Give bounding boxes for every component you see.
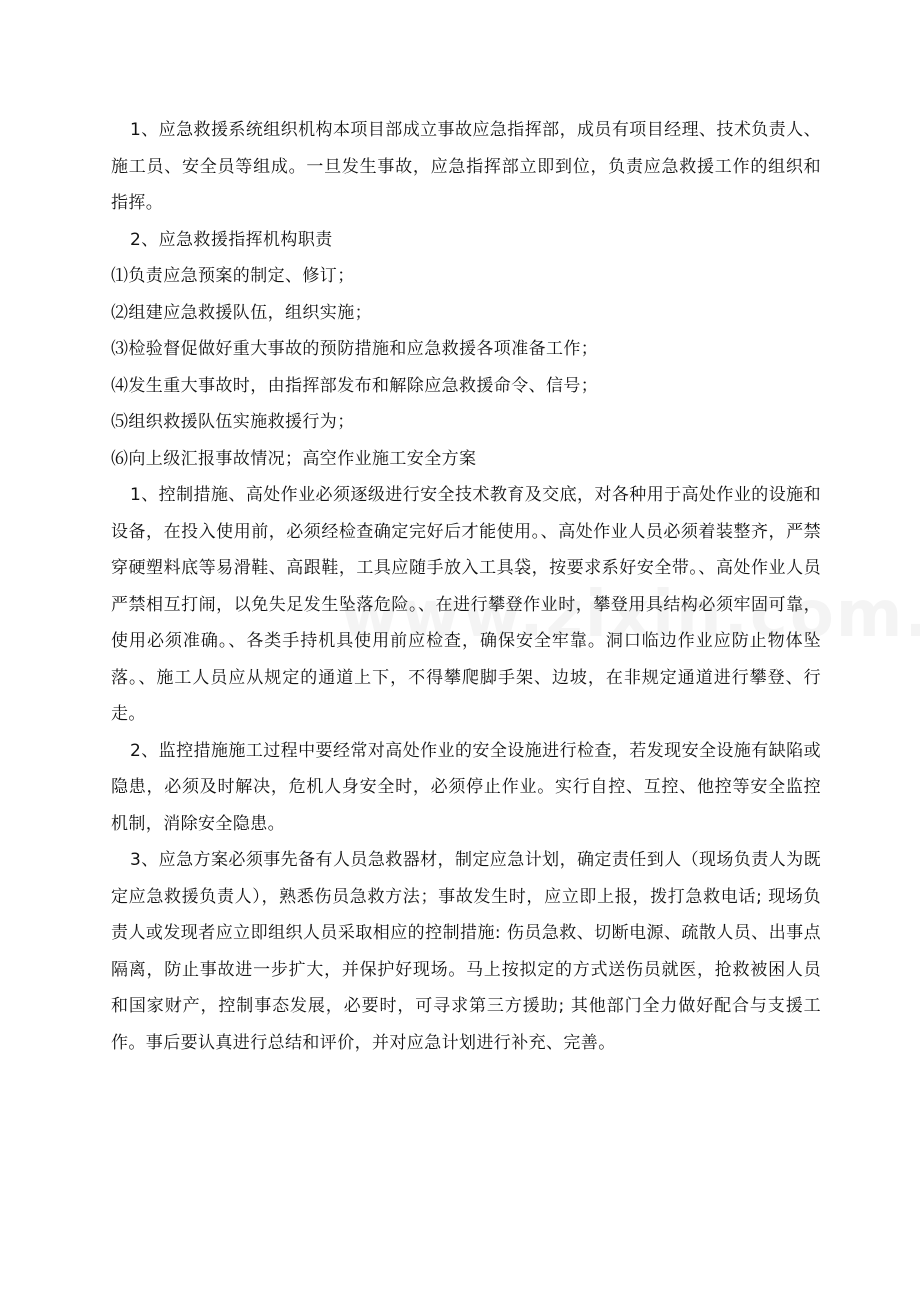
paragraph-emergency-plan: 3、应急方案必须事先备有人员急救器材，制定应急计划，确定责任到人（现场负责人为既定应急救援负责人），熟悉伤员急救方法；事故发生时，应立即上报，拨打急救电话; 现场负责人或发现者应立即组织人员采取相应的控制措施: 伤员急救、切断电源、疏散人员、出事点隔离，防止事故进一步扩大，并保护好现场。马上按拟定的方式送伤员就医，抢救被困人员和国家财产，控制事态发展，必要时，可寻求第三方援助; 其他部门全力做好配合与支援工作。事后要认真进行总结和评价，并对应急计划进行补充、完善。	[111, 850, 821, 1053]
duty-item-4: ⑷发生重大事故时，由指挥部发布和解除应急救援命令、信号；	[111, 375, 599, 396]
paragraph-emergency-organization: 1、应急救援系统组织机构本项目部成立事故应急指挥部，成员有项目经理、技术负责人、施工员、安全员等组成。一旦发生事故，应急指挥部立即到位，负责应急救援工作的组织和指挥。	[111, 120, 821, 213]
paragraph-monitoring-measures: 2、监控措施施工过程中要经常对高处作业的安全设施进行检查，若发现安全设施有缺陷或隐患，必须及时解决，危机人身安全时，必须停止作业。实行自控、互控、他控等安全监控机制，消除安全隐患。	[111, 740, 821, 834]
duty-item-5: ⑸组织救援队伍实施救援行为；	[111, 412, 355, 432]
duty-item-1: ⑴负责应急预案的制定、修订；	[111, 266, 355, 286]
paragraph-control-measures: 1、控制措施、高处作业必须逐级进行安全技术教育及交底，对各种用于高处作业的设施和设备，在投入使用前，必须经检查确定完好后才能使用。、高处作业人员必须着装整齐，严禁穿硬塑料底等易滑鞋、高跟鞋，工具应随手放入工具袋，按要求系好安全带。、高处作业人员严禁相互打闹，以免失足发生坠落危险。、在进行攀登作业时，攀登用具结构必须牢固可靠，使用必须准确。、各类手持机具使用前应检查，确保安全牢靠。洞口临边作业应防止物体坠落。、施工人员应从规定的通道上下，不得攀爬脚手架、边坡，在非规定通道进行攀登、行走。	[111, 485, 821, 724]
duty-item-2: ⑵组建应急救援队伍，组织实施；	[111, 302, 372, 323]
duty-item-3: ⑶检验督促做好重大事故的预防措施和应急救援各项准备工作；	[111, 339, 599, 359]
document-body	[111, 112, 821, 1061]
paragraph-command-duties-heading: 2、应急救援指挥机构职责	[130, 229, 333, 250]
duty-item-6: ⑹向上级汇报事故情况；高空作业施工安全方案	[111, 448, 477, 469]
